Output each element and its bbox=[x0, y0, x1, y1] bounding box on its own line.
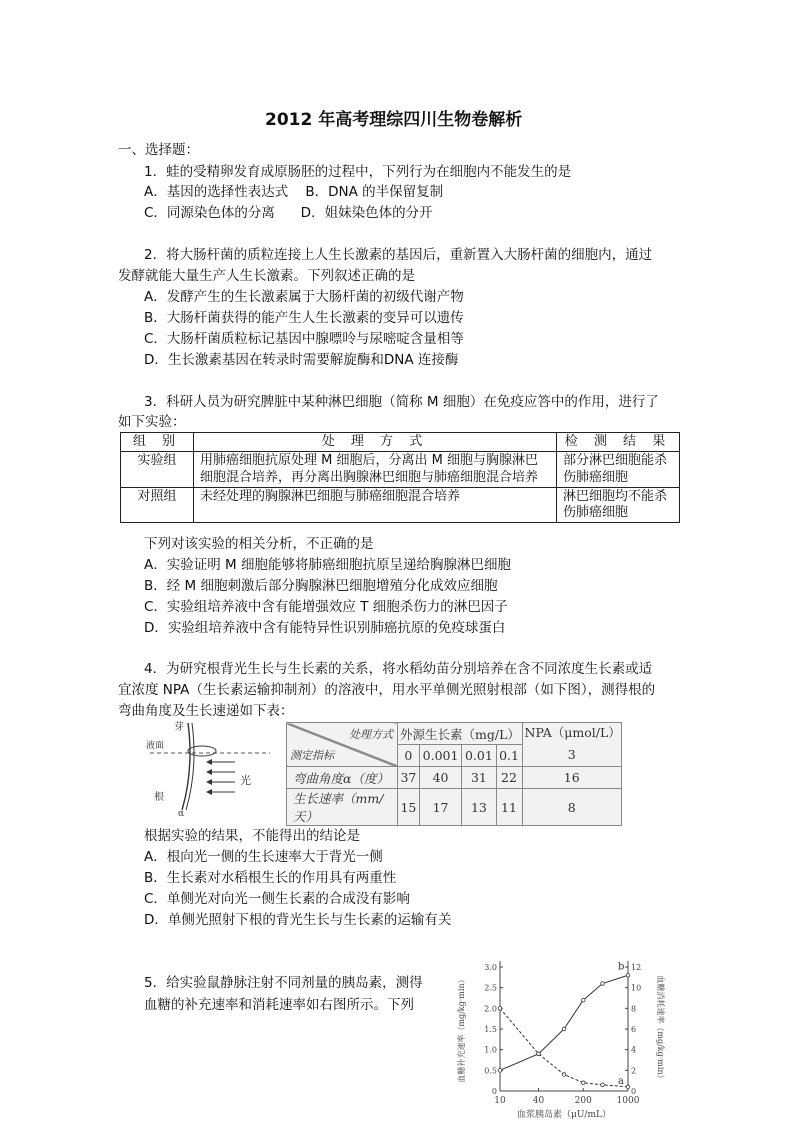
q3-stem-line1: 3．科研人员为研究脾脏中某种淋巴细胞（简称 M 细胞）在免疫应答中的作用，进行了 bbox=[144, 394, 659, 410]
data-point-b bbox=[581, 998, 585, 1002]
q3-option-c: C．实验组培养液中含有能增强效应 T 细胞杀伤力的淋巴因子 bbox=[144, 599, 508, 615]
seedling-figure bbox=[140, 718, 280, 818]
q4-stem-line3: 弯曲角度及生长速递如下表： bbox=[118, 703, 294, 719]
q4-option-b: B．生长素对水稻根生长的作用具有两重性 bbox=[144, 870, 397, 886]
table-cell: 8 bbox=[522, 789, 622, 826]
table-header-row bbox=[121, 433, 680, 452]
q5-stem-line1: 5．给实验鼠静脉注射不同剂量的胰岛素，测得 bbox=[144, 975, 423, 991]
table-cell: 淋巴细胞均不能杀伤肺癌细胞 bbox=[557, 487, 680, 523]
table-cell: 31 bbox=[462, 767, 496, 789]
data-point-a bbox=[581, 1081, 585, 1085]
y-right-tick-label: 6 bbox=[631, 1025, 637, 1034]
q2-option-d: D．生长激素基因在转录时需要解旋酶和DNA 连接酶 bbox=[144, 352, 459, 368]
table-cell: 实验组 bbox=[121, 452, 194, 488]
table-cell: 15 bbox=[398, 789, 420, 826]
y-left-tick-label: 0.5 bbox=[484, 1066, 497, 1076]
table-cell: 37 bbox=[398, 767, 420, 789]
y-right-tick-label: 0 bbox=[631, 1087, 637, 1096]
y-left-tick-label: 2.5 bbox=[484, 983, 497, 993]
table-cell: 0.01 bbox=[462, 745, 496, 767]
data-point-a bbox=[626, 1085, 630, 1089]
data-point-b bbox=[498, 1069, 502, 1073]
q3-option-b: B．经 M 细胞刺激后部分胸腺淋巴细胞增殖分化成效应细胞 bbox=[144, 578, 498, 594]
x-tick-label: 200 bbox=[574, 1096, 592, 1106]
table-cell: 部分淋巴细胞能杀伤肺癌细胞 bbox=[557, 452, 680, 488]
x-tick-label: 40 bbox=[532, 1096, 545, 1106]
q2-option-b: B．大肠杆菌获得的能产生人生长激素的变异可以遗传 bbox=[144, 310, 464, 326]
x-axis-label: 血浆胰岛素（μU/mL） bbox=[517, 1110, 611, 1120]
figure-label-alpha: α bbox=[178, 809, 185, 818]
q4-data-table bbox=[286, 722, 622, 826]
q2-option-a: A．发酵产生的生长激素属于大肠杆菌的初级代谢产物 bbox=[144, 289, 464, 305]
q1-stem: 1．蛙的受精卵发育成原肠胚的过程中，下列行为在细胞内不能发生的是 bbox=[144, 164, 572, 180]
section-heading: 一、选择题： bbox=[118, 142, 199, 158]
table-cell: 未经处理的胸腺淋巴细胞与肺癌细胞混合培养 bbox=[194, 487, 557, 523]
series-line-b bbox=[500, 975, 628, 1070]
y-left-axis-label: 血糖补充速率（mg/kg·min） bbox=[457, 975, 466, 1083]
figure-label-liquid: 液面 bbox=[146, 741, 165, 751]
figure-label-light: 光 bbox=[240, 774, 251, 787]
npa-conc: 3 bbox=[567, 747, 576, 762]
q5-stem-line2: 血糖的补充速率和消耗速率如右图所示。下列 bbox=[144, 997, 414, 1013]
table-row bbox=[287, 767, 622, 789]
table-row-label: 生长速率（mm/天） bbox=[287, 789, 398, 826]
table-cell: 40 bbox=[419, 767, 462, 789]
series-label-b: b bbox=[618, 961, 625, 973]
data-point-b bbox=[626, 973, 630, 977]
data-point-b bbox=[601, 982, 605, 986]
q4-lead: 根据实验的结果，不能得出的结论是 bbox=[144, 828, 360, 844]
q1-options-ab: A．基因的选择性表达式 B．DNA 的半保留复制 bbox=[144, 184, 444, 200]
figure-label-root: 根 bbox=[154, 792, 164, 803]
q4-stem-line2: 宜浓度 NPA（生长素运输抑制剂）的溶液中，用水平单侧光照射根部（如下图），测得根的 bbox=[118, 682, 656, 698]
corner-bottom-label: 测定指标 bbox=[290, 749, 334, 762]
y-right-tick-label: 8 bbox=[631, 1004, 637, 1014]
x-tick-label: 1000 bbox=[616, 1096, 640, 1106]
table-row bbox=[121, 452, 680, 488]
q3-lead: 下列对该实验的相关分析，不正确的是 bbox=[144, 536, 374, 552]
y-right-tick-label: 2 bbox=[631, 1066, 637, 1076]
corner-top-label: 处理方式 bbox=[349, 728, 393, 741]
q3-experiment-table bbox=[120, 432, 680, 523]
y-right-tick-label: 10 bbox=[631, 983, 642, 993]
data-point-b bbox=[537, 1052, 541, 1056]
table-cell: 0.001 bbox=[419, 745, 462, 767]
x-tick-label: 10 bbox=[494, 1096, 506, 1106]
table-row bbox=[287, 723, 622, 745]
q2-stem-line1: 2．将大肠杆菌的质粒连接上人生长激素的基因后，重新置入大肠杆菌的细胞内，通过 bbox=[144, 247, 653, 263]
table-cell: 11 bbox=[496, 789, 522, 826]
table-cell: 用肺癌细胞抗原处理 M 细胞后，分离出 M 细胞与胸腺淋巴细胞混合培养，再分离出胸腺淋巴细胞与肺癌细胞混合培养 bbox=[194, 452, 557, 488]
y-right-tick-label: 12 bbox=[631, 963, 642, 972]
y-left-tick-label: 3.0 bbox=[484, 963, 497, 972]
table-header bbox=[522, 723, 622, 767]
q2-stem-line2: 发酵就能大量生产人生长激素。下列叙述正确的是 bbox=[118, 268, 415, 284]
y-left-tick-label: 1.0 bbox=[484, 1045, 497, 1055]
table-header: 处 理 方 式 bbox=[194, 433, 557, 452]
table-cell: 16 bbox=[522, 767, 622, 789]
q2-option-c: C．大肠杆菌质粒标记基因中腺嘌呤与尿嘧啶含量相等 bbox=[144, 331, 464, 347]
q3-stem-line2: 如下实验： bbox=[118, 414, 186, 430]
page-title: 2012 年高考理综四川生物卷解析 bbox=[265, 110, 523, 130]
table-cell: 22 bbox=[496, 767, 522, 789]
y-right-tick-label: 4 bbox=[631, 1045, 637, 1055]
table-cell: 13 bbox=[462, 789, 496, 826]
q3-option-d: D．实验组培养液中含有能特异性识别肺癌抗原的免疫球蛋白 bbox=[144, 620, 506, 636]
table-header: 组 别 bbox=[121, 433, 194, 452]
data-point-a bbox=[601, 1083, 605, 1087]
table-row bbox=[287, 789, 622, 826]
data-point-a bbox=[498, 1007, 502, 1011]
q4-stem-line1: 4．为研究根背光生长与生长素的关系，将水稻幼苗分别培养在含不同浓度生长素或适 bbox=[144, 661, 653, 677]
y-right-axis-label: 血糖消耗速率（mg/kg·min） bbox=[656, 975, 665, 1083]
q3-option-a: A．实验证明 M 细胞能够将肺癌细胞抗原呈递给胸腺淋巴细胞 bbox=[144, 557, 511, 573]
table-row-label: 弯曲角度α（度） bbox=[287, 767, 398, 789]
y-left-tick-label: 0 bbox=[491, 1087, 497, 1096]
table-cell: 0 bbox=[398, 745, 420, 767]
figure-label-bud: 芽 bbox=[174, 722, 184, 733]
data-point-b bbox=[562, 1027, 566, 1031]
y-left-tick-label: 1.5 bbox=[484, 1025, 497, 1034]
q5-insulin-chart bbox=[450, 945, 670, 1132]
npa-header: NPA（μmol/L） bbox=[524, 725, 621, 740]
table-header: 检 测 结 果 bbox=[557, 433, 680, 452]
q4-option-a: A．根向光一侧的生长速率大于背光一侧 bbox=[144, 849, 383, 865]
table-cell: 17 bbox=[419, 789, 462, 826]
table-row bbox=[121, 487, 680, 523]
y-left-tick-label: 2.0 bbox=[484, 1004, 497, 1014]
table-corner-cell bbox=[287, 723, 398, 767]
table-cell: 0.1 bbox=[496, 745, 522, 767]
data-point-a bbox=[562, 1073, 566, 1077]
q4-option-d: D．单侧光照射下根的背光生长与生长素的运输有关 bbox=[144, 912, 452, 928]
series-label-a: a bbox=[618, 1075, 624, 1087]
q1-options-cd: C．同源染色体的分离 D．姐妹染色体的分开 bbox=[144, 205, 433, 221]
q4-option-c: C．单侧光对向光一侧生长素的合成没有影响 bbox=[144, 891, 410, 907]
table-header: 外源生长素（mg/L） bbox=[398, 723, 523, 745]
table-cell: 对照组 bbox=[121, 487, 194, 523]
